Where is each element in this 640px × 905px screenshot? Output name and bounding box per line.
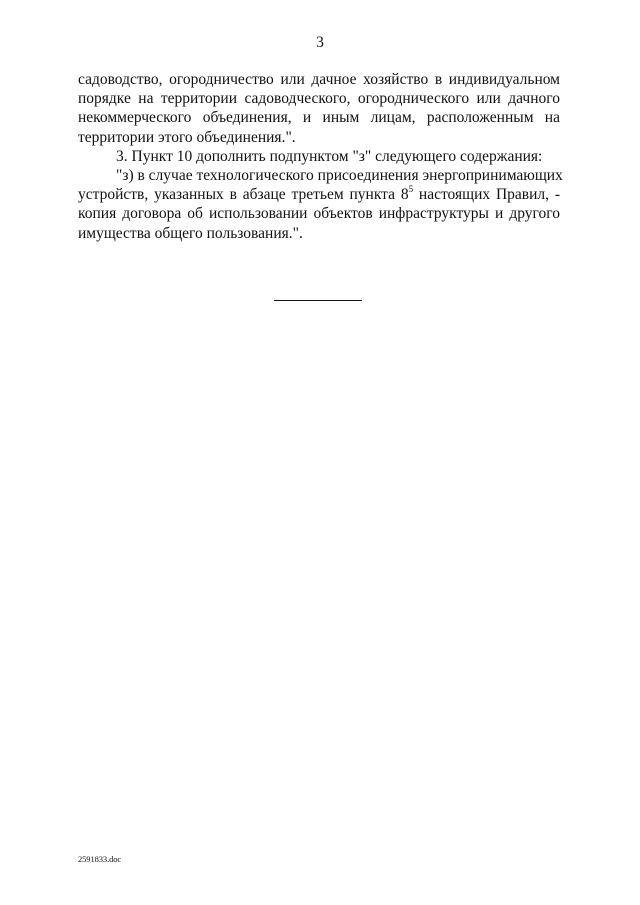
text-line-with-superscript	[78, 185, 560, 204]
footer-file-name: 2591833.doc	[78, 854, 122, 864]
paragraph-1	[78, 70, 560, 147]
text-line: "з) в случае технологического присоединения энергопринимающих	[116, 166, 563, 184]
text-line: садоводство, огородничество или дачное хозяйство в индивидуальном	[78, 71, 560, 88]
text-line: некоммерческого объединения, и иным лицам, расположенным на	[78, 109, 560, 127]
paragraph-3	[78, 166, 563, 243]
text-fragment: устройств, указанных в абзаце третьем пункта 8	[78, 186, 409, 204]
text-line: копия договора об использовании объектов инфраструктуры и другого	[78, 205, 560, 223]
end-of-text-rule	[274, 300, 362, 301]
document-body	[78, 70, 563, 243]
superscript: 5	[408, 184, 414, 195]
text-line: территории этого объединения.".	[78, 128, 296, 146]
text-line: 3. Пункт 10 дополнить подпунктом "з" следующего содержания:	[116, 147, 543, 165]
text-line: порядке на территории садоводческого, огороднического или дачного	[78, 90, 560, 108]
text-fragment: настоящих Правил, -	[413, 186, 561, 204]
text-line: имущества общего пользования.".	[78, 224, 303, 242]
page-number: 3	[316, 34, 324, 51]
paragraph-2	[78, 147, 560, 166]
